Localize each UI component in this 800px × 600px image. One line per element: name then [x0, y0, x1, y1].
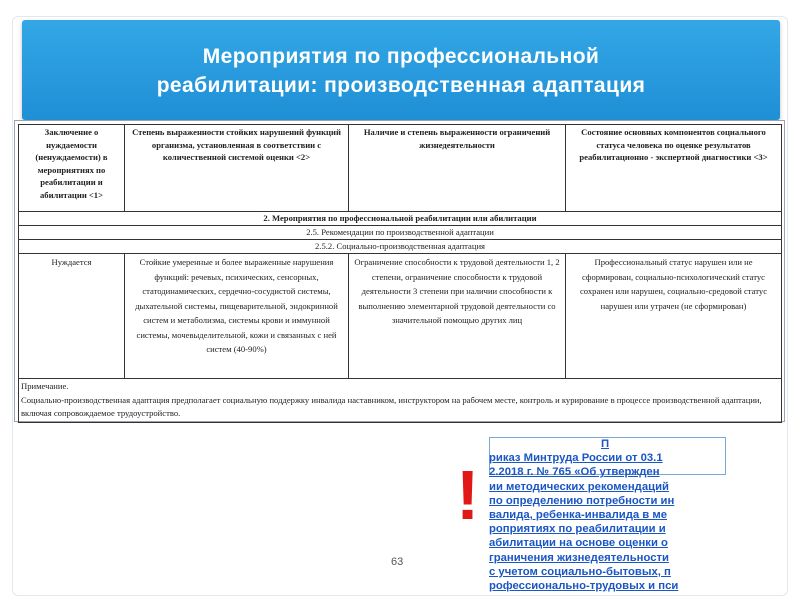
link-line[interactable]: валида, ребенка-инвалида в ме [489, 509, 668, 522]
link-line[interactable]: рофессионально-трудовых и пси [489, 580, 679, 593]
header-cell-limitations: Наличие и степень выраженности ограничений жизнедеятельности [349, 125, 566, 212]
link-line[interactable]: роприятиях по реабилитации и [489, 523, 666, 536]
header-cell-social-status: Состояние основных компонентов социального статуса человека по оценке результатов реабилитационно - экспертной диагностики <3> [566, 125, 782, 212]
link-line[interactable]: риказ Минтруда России от 03.1 [489, 452, 663, 465]
cell-limitations: Ограничение способности к трудовой деятельности 1, 2 степени, ограничение способности к трудовой деятельности 3 степени при наличии способности к выполнению элементарной трудовой деятельности со значительной помощью других лиц [349, 254, 566, 379]
link-line[interactable]: с учетом социально-бытовых, п [489, 565, 671, 578]
cell-impairment: Стойкие умеренные и более выраженные нарушения функций: речевых, психических, сенсорных, статодинамических, сердечно-сосудистой системы, дыхательной системы, пищеварительной, эндокринной систем и метаболизма, системы крови и иммунной системы, мочевыделительной, кожи и связанных с ней систем (40-90%) [125, 254, 349, 379]
link-line[interactable]: граничения жизнедеятельности [489, 551, 669, 564]
slide-title [22, 42, 780, 100]
link-line[interactable]: по определению потребности ин [489, 494, 675, 507]
cell-need: Нуждается [19, 254, 125, 379]
cell-social-status: Профессиональный статус нарушен или не сформирован, социально-психологический статус сохранен или нарушен, социально-средовой статус нарушен или утрачен (не сформирован) [566, 254, 782, 379]
note-text: Социально-производственная адаптация предполагает социальную поддержку инвалида наставником, инструктором на рабочем месте, контроль и курирование в процессе производственной адаптации, включая сопровождаемое трудоустройство. [21, 394, 762, 418]
header-cell-need: Заключение о нуждаемости (ненуждаемости) в мероприятиях по реабилитации и абилитации <1> [19, 125, 125, 212]
subsection-title-2: 2.5.2. Социально-производственная адаптация [19, 240, 782, 254]
section-title: 2. Мероприятия по профессиональной реабилитации или абилитации [19, 212, 782, 226]
exclamation-icon: ! [456, 456, 480, 534]
table-subsection-row [19, 226, 782, 240]
subsection-title-1: 2.5. Рекомендации по производственной адаптации [19, 226, 782, 240]
link-line[interactable]: ии методических рекомендаций [489, 480, 669, 493]
rehabilitation-table [18, 124, 782, 423]
header-cell-impairment: Степень выраженности стойких нарушений функций организма, установленная в соответствии с количественной системой оценки <2> [125, 125, 349, 212]
document-image [14, 120, 785, 422]
link-line[interactable]: П [600, 438, 610, 450]
table-note-row [19, 379, 782, 423]
table-subsection-row [19, 240, 782, 254]
slide-title-line-2: реабилитации: производственная адаптация [156, 74, 646, 97]
link-line[interactable]: абилитации на основе оценки о [489, 537, 668, 550]
note-heading: Примечание. [21, 381, 69, 391]
page-number: 63 [391, 556, 404, 568]
table-row [19, 254, 782, 379]
table-section-row [19, 212, 782, 226]
note-cell [19, 379, 782, 423]
table-header-row [19, 125, 782, 212]
slide-title-line-1: Мероприятия по профессиональной [202, 45, 600, 68]
order-hyperlink[interactable] [489, 437, 721, 593]
link-line[interactable]: 2.2018 г. № 765 «Об утвержден [489, 466, 660, 479]
